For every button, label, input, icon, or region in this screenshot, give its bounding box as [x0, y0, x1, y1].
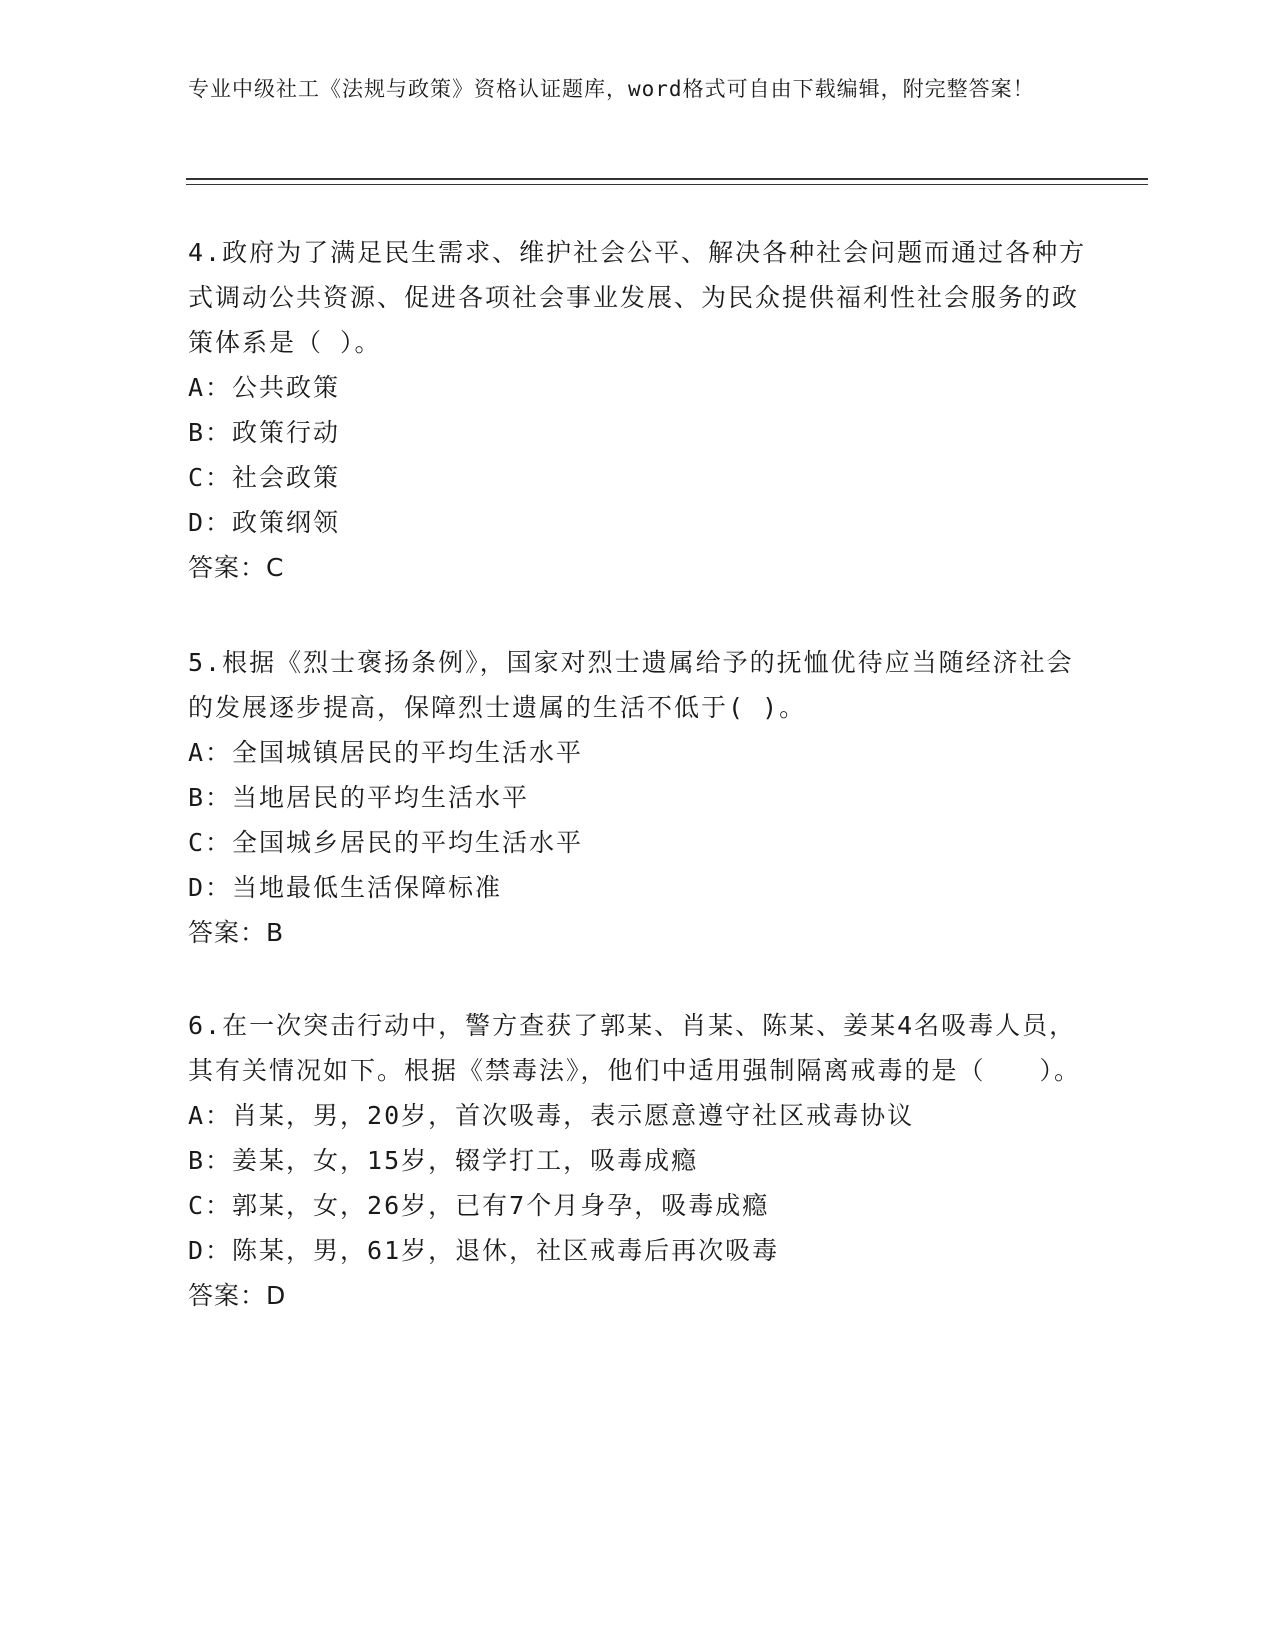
question-6 [188, 1003, 1088, 1319]
option-a: A：公共政策 [188, 373, 341, 402]
answer-line: 答案：C [188, 553, 285, 582]
question-stem: 6.在一次突击行动中，警方查获了郭某、肖某、陈某、姜某4名吸毒人员，其有关情况如下。根据《禁毒法》，他们中适用强制隔离戒毒的是（ ）。 [188, 1011, 1082, 1085]
option-b: B：姜某，女，15岁，辍学打工，吸毒成瘾 [188, 1146, 699, 1175]
document-header: 专业中级社工《法规与政策》资格认证题库，word格式可自由下载编辑，附完整答案！ [188, 77, 1035, 101]
option-b: B：政策行动 [188, 418, 341, 447]
option-c: C：郭某，女，26岁，已有7个月身孕，吸毒成瘾 [188, 1191, 770, 1220]
question-stem: 5.根据《烈士褒扬条例》，国家对烈士遗属给予的抚恤优待应当随经济社会的发展逐步提高，保障烈士遗属的生活不低于( )。 [188, 648, 1074, 722]
answer-line: 答案：B [188, 918, 285, 947]
header-divider-thick [186, 178, 1148, 180]
option-d: D：政策纲领 [188, 508, 341, 537]
option-a: A：肖某，男，20岁，首次吸毒，表示愿意遵守社区戒毒协议 [188, 1101, 915, 1130]
answer-line: 答案：D [188, 1281, 287, 1310]
option-c: C：全国城乡居民的平均生活水平 [188, 828, 584, 857]
header-divider-thin [186, 184, 1148, 185]
question-stem: 4.政府为了满足民生需求、维护社会公平、解决各种社会问题而通过各种方式调动公共资源、促进各项社会事业发展、为民众提供福利性社会服务的政策体系是（ ）。 [188, 238, 1087, 357]
option-c: C：社会政策 [188, 463, 341, 492]
option-d: D：陈某，男，61岁，退休，社区戒毒后再次吸毒 [188, 1236, 780, 1265]
question-5 [188, 640, 1088, 956]
option-a: A：全国城镇居民的平均生活水平 [188, 738, 584, 767]
question-4 [188, 230, 1088, 591]
option-b: B：当地居民的平均生活水平 [188, 783, 530, 812]
option-d: D：当地最低生活保障标准 [188, 873, 503, 902]
